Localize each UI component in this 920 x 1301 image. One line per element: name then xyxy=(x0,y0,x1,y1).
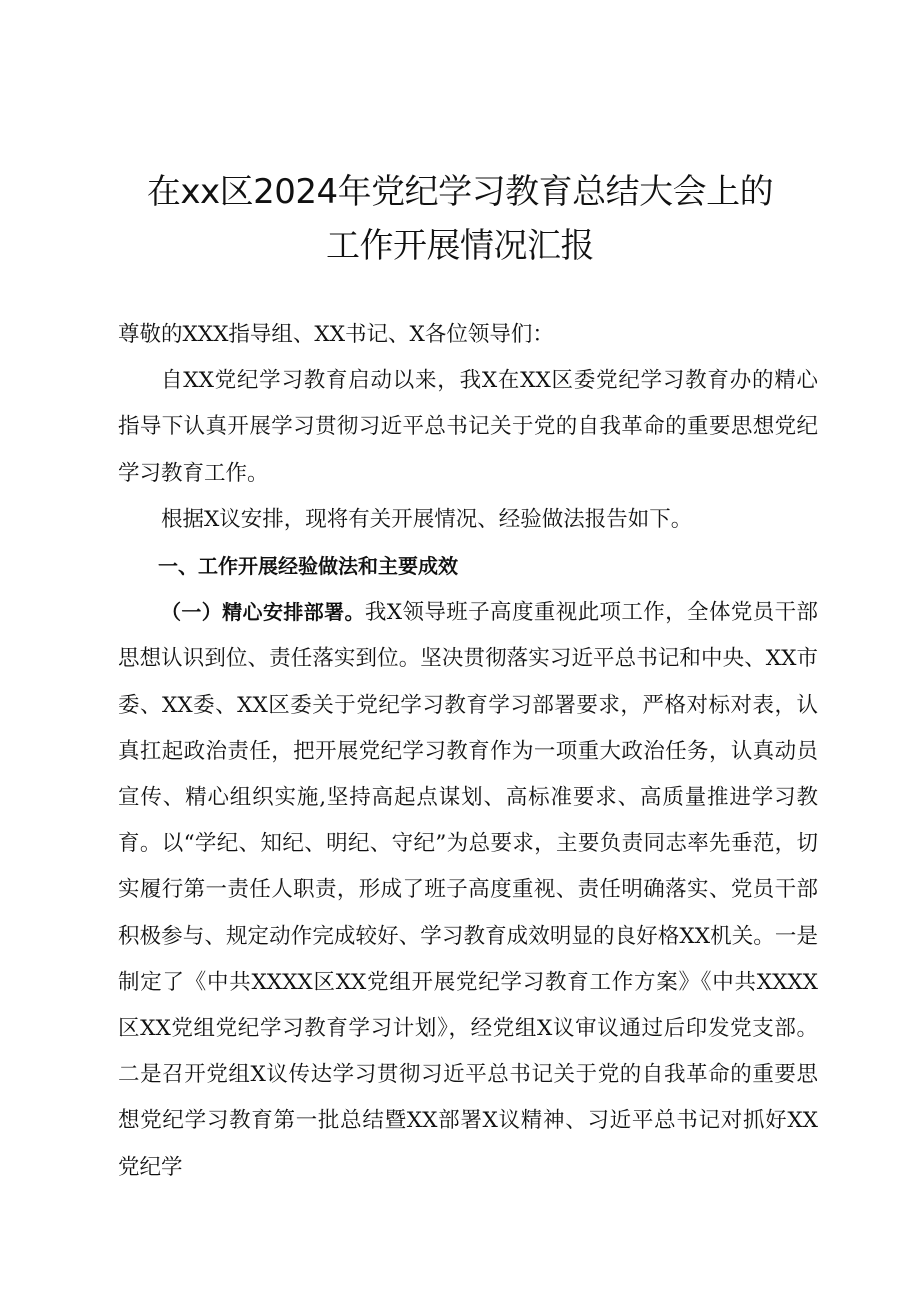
subsection-1-body: 我X领导班子高度重视此项工作，全体党员干部思想认识到位、责任落实到位。坚决贯彻落实习近平总书记和中央、XX市委、XX委、XX区委关于党纪学习教育学习部署要求，严格对标对表，认真扛起政治责任，把开展党纪学习教育作为一项重大政治任务，认真动员宣传、精心组织实施,坚持高起点谋划、高标准要求、高质量推进学习教育。以“学纪、知纪、明纪、守纪”为总要求，主要负责同志率先垂范，切实履行第一责任人职责，形成了班子高度重视、责任明确落实、党员干部积极参与、规定动作完成较好、学习教育成效明显的良好格XX机关。一是制定了《中共XXXX区XX党组开展党纪学习教育工作方案》《中共XXXX区XX党组党纪学习教育学习计划》，经党组X议审议通过后印发党支部。二是召开党组X议传达学习贯彻习近平总书记关于党的自我革命的重要思想党纪学习教育第一批总结暨XX部署X议精神、习近平总书记对抓好XX党纪学 xyxy=(118,600,819,1180)
section-heading-1: 一、工作开展经验做法和主要成效 xyxy=(158,554,458,579)
document-title-line1: 在xx区2024年党纪学习教育总结大会上的 xyxy=(146,172,774,212)
paragraph-intro: 自XX党纪学习教育启动以来，我X在XX区委党纪学习教育办的精心指导下认真开展学习贯彻习近平总书记关于党的自我革命的重要思想党纪学习教育工作。 xyxy=(118,368,818,486)
salutation: 尊敬的XXX指导组、XX书记、X各位领导们： xyxy=(118,322,554,347)
subsection-1-lead: （一）精心安排部署。 xyxy=(161,600,365,625)
paragraph-arrangement: 根据X议安排，现将有关开展情况、经验做法报告如下。 xyxy=(161,506,693,532)
subsection-1 xyxy=(118,589,818,1191)
document-body xyxy=(118,312,818,1191)
document-title-line2: 工作开展情况汇报 xyxy=(326,226,594,266)
